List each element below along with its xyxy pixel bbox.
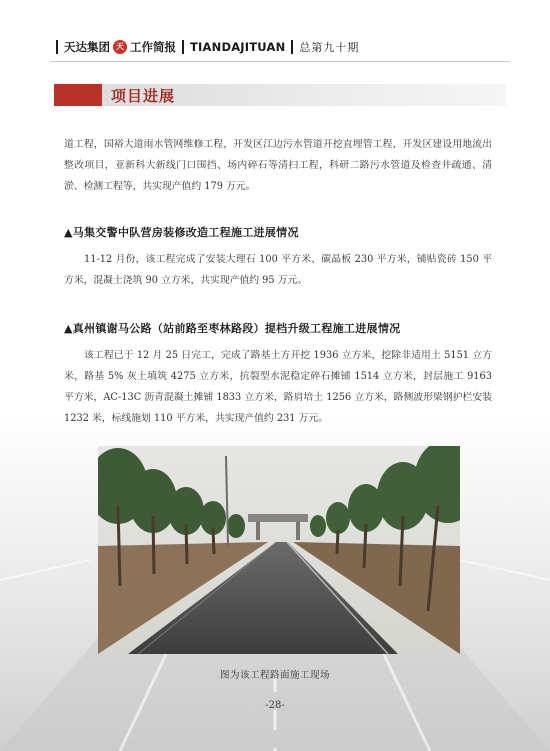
header-rule (50, 61, 510, 62)
subheading-xiema-road: ▲真州镇谢马公路（站前路至枣林路段）提档升级工程施工进展情况 (64, 322, 401, 335)
header-issue: 总第九十期 (299, 41, 360, 54)
header-brand-latin: TIANDAJITUAN (190, 40, 286, 54)
section-banner-accent (54, 84, 102, 106)
header-divider (182, 40, 184, 54)
company-logo-icon: 天 (113, 40, 127, 54)
paragraph-xiema-road: 该工程已于 12 月 25 日完工，完成了路基土方开挖 1936 立方米，挖除非适用土 5151 立方米，路基 5% 灰土填筑 4275 立方米，抗裂型水泥稳定碎石摊铺 1514 立方米，封层施工 9163 平方米，AC-13C 沥青混凝土摊铺 1833 立方米，路肩培土 1256 立方米，路侧波形梁钢护栏安装 1232 米，标线施划 110 平方米，共实现产值约 231 万元。 (64, 350, 492, 424)
header-divider (291, 40, 293, 54)
header-divider (56, 40, 58, 54)
header-publication: 工作简报 (130, 40, 176, 54)
construction-site-photo (98, 446, 460, 654)
subheading-majiao: ▲马集交警中队营房装修改造工程施工进展情况 (64, 226, 299, 239)
paragraph-majiao: 11-12 月份，该工程完成了安装大理石 100 平方米、碳晶板 230 平方米，铺贴瓷砖 150 平方米，混凝土浇筑 90 立方米，共实现产值约 95 万元。 (64, 254, 492, 286)
paragraph-continuation: 道工程，国裕大道雨水管网维修工程，开发区江边污水管道开挖直埋管工程，开发区建设用地流出整改项目，亚新科大新线门口围挡、场内碎石等清扫工程，科研二路污水管道及检查井疏通、清淤、检测工程等，共实现产值约 179 万元。 (64, 139, 492, 192)
photo-caption: 图为该工程路面施工现场 (219, 670, 330, 681)
section-title: 项目进展 (111, 87, 176, 105)
page-number: -28- (265, 700, 285, 711)
section-banner (54, 84, 506, 106)
header-brand: 天达集团 (64, 40, 110, 54)
page-header (50, 37, 359, 57)
